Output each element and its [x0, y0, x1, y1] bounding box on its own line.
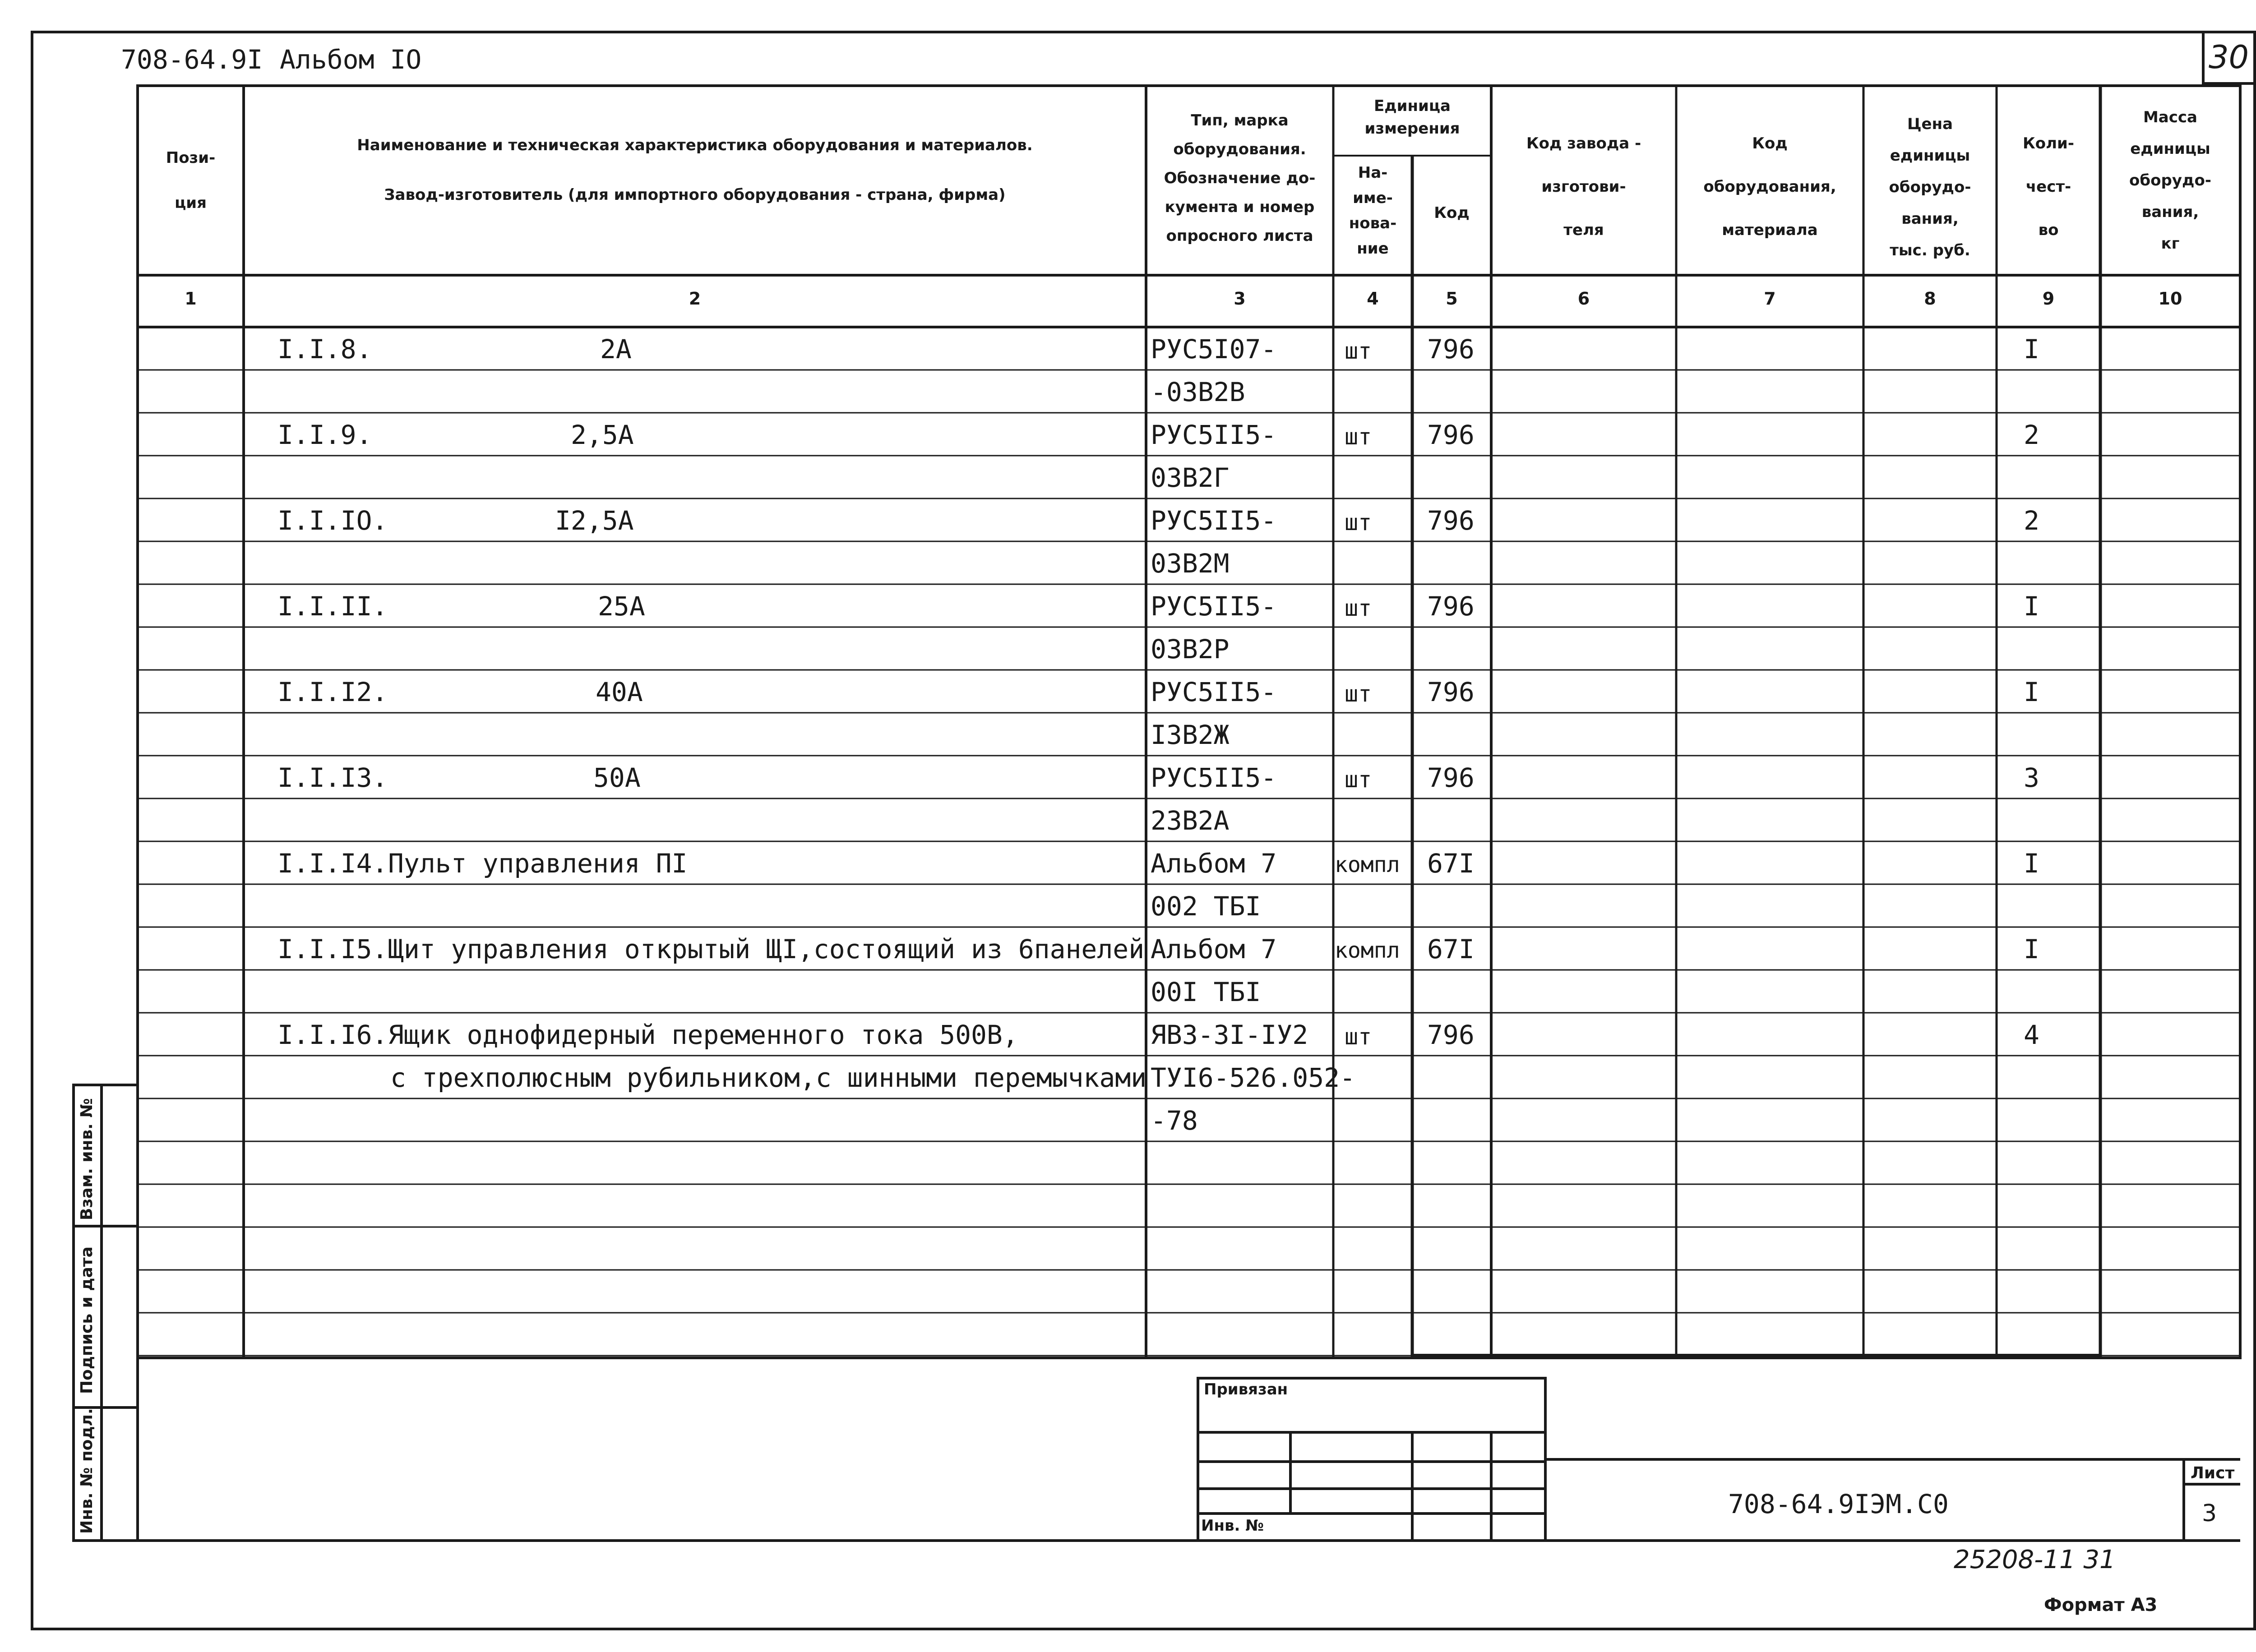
row-position: I.I.I6. [277, 1020, 388, 1050]
stamp-privyazan: Привязан [1204, 1380, 1288, 1398]
album-label: Альбом IO [280, 44, 422, 75]
row-type-line1: РУС5II5- [1151, 505, 1277, 536]
row-type-line1: РУС5I07- [1151, 334, 1277, 365]
row-quantity: 4 [2024, 1020, 2039, 1050]
archive-number: 25208-11 31 [1954, 1545, 2116, 1574]
row-position: I.I.I2. [277, 677, 388, 707]
col-number: 10 [2158, 289, 2182, 309]
side-label-inv: Инв. № подл. [78, 1408, 96, 1534]
row-quantity: I [2024, 591, 2039, 622]
row-type-line2: 00I ТБI [1151, 977, 1261, 1007]
row-quantity: 3 [2024, 762, 2039, 793]
row-position: I.I.IO. [277, 505, 388, 536]
row-name: 2A [600, 334, 632, 365]
row-type-line1: РУС5II5- [1151, 420, 1277, 450]
row-unit-name: шт [1345, 509, 1372, 535]
row-type-line1: Альбом 7 [1151, 848, 1277, 879]
row-type-line1: Альбом 7 [1151, 934, 1277, 964]
col-header-name-line1: Наименование и техническая характеристика оборудования и материалов. [357, 136, 1033, 154]
row-quantity: 2 [2024, 505, 2039, 536]
row-position: I.I.I3. [277, 762, 388, 793]
col-number: 5 [1446, 289, 1458, 309]
stamp-list-label: Лист [2191, 1464, 2235, 1482]
col-number: 3 [1234, 289, 1246, 309]
format-label: Формат А3 [2044, 1595, 2158, 1615]
page-number: 30 [2209, 39, 2249, 76]
row-unit-name: шт [1345, 424, 1372, 450]
col-header-name-line2: Завод-изготовитель (для импортного оборудования - страна, фирма) [384, 186, 1006, 204]
col-header-mass: Масса единицы оборудо- вания, кг [2129, 108, 2211, 253]
row-unit-name: компл [1335, 852, 1400, 877]
stamp-inv-no: Инв. № [1201, 1517, 1264, 1535]
col-number: 6 [1577, 289, 1590, 309]
col-number: 7 [1764, 289, 1776, 309]
col-number: 8 [1924, 289, 1936, 309]
row-quantity: I [2024, 677, 2039, 707]
row-unit-name: шт [1345, 338, 1372, 364]
row-unit-code: 67I [1427, 934, 1475, 964]
row-name: Пульт управления ПI [388, 848, 688, 879]
row-name: Щит управления открытый ЩI,состоящий из 6панелей [388, 934, 1145, 964]
row-quantity: 2 [2024, 420, 2039, 450]
col-number: 4 [1367, 289, 1379, 309]
row-type-line2: 002 ТБI [1151, 891, 1261, 922]
row-position: I.I.9. [277, 420, 372, 450]
row-type-line2: ТУI6-526.052- [1151, 1062, 1355, 1093]
row-name: 25A [598, 591, 645, 622]
row-type-line3: -78 [1151, 1105, 1198, 1136]
row-name-line2: с трехполюсным рубильником,с шинными перемычками [390, 1062, 1147, 1093]
col-header-equipment-code: Код оборудования, материала [1703, 134, 1836, 239]
row-position: I.I.II. [277, 591, 388, 622]
row-type-line1: РУС5II5- [1151, 762, 1277, 793]
row-unit-code: 796 [1427, 505, 1475, 536]
row-unit-code: 796 [1427, 334, 1475, 365]
row-type-line2: 03В2Р [1151, 634, 1230, 664]
row-unit-name: шт [1345, 595, 1372, 621]
row-quantity: I [2024, 848, 2039, 879]
row-unit-code: 796 [1427, 677, 1475, 707]
row-unit-name: шт [1345, 1024, 1372, 1050]
row-quantity: I [2024, 334, 2039, 365]
row-unit-name: шт [1345, 766, 1372, 793]
row-type-line2: -03В2В [1151, 377, 1245, 407]
row-name: Ящик однофидерный переменного тока 500В, [388, 1020, 1018, 1050]
row-unit-code: 796 [1427, 762, 1475, 793]
row-name: 2,5A [571, 420, 634, 450]
side-label-vzam: Взам. инв. № [78, 1098, 96, 1220]
doc-code: 708-64.9I [121, 44, 263, 75]
row-name: 40A [596, 677, 643, 707]
row-name: I2,5A [555, 505, 634, 536]
row-unit-code: 796 [1427, 1020, 1475, 1050]
stamp-list-value: 3 [2202, 1500, 2217, 1527]
col-header-unit-group: Единица измерения [1364, 97, 1460, 138]
row-unit-code: 67I [1427, 848, 1475, 879]
row-type-line2: 23В2А [1151, 805, 1230, 836]
row-type-line2: 03В2Г [1151, 462, 1230, 493]
row-position: I.I.8. [277, 334, 372, 365]
row-type-line1: ЯВЗ-3I-IУ2 [1151, 1020, 1308, 1050]
stamp-designation: 708-64.9IЭМ.С0 [1728, 1489, 1949, 1519]
col-header-quantity: Коли- чест- во [2023, 134, 2074, 239]
row-position: I.I.I4. [277, 848, 388, 879]
row-type-line2: 03В2М [1151, 548, 1230, 579]
row-quantity: I [2024, 934, 2039, 964]
col-header-factory-code: Код завода - изготови- теля [1526, 134, 1641, 239]
col-number: 2 [689, 289, 701, 309]
col-number: 1 [185, 289, 197, 309]
row-type-line1: РУС5II5- [1151, 677, 1277, 707]
row-unit-name: шт [1345, 681, 1372, 707]
row-type-line1: РУС5II5- [1151, 591, 1277, 622]
row-name: 50A [593, 762, 641, 793]
col-number: 9 [2042, 289, 2055, 309]
row-type-line2: I3В2Ж [1151, 720, 1230, 750]
side-label-podpis: Подпись и дата [78, 1246, 96, 1394]
row-unit-code: 796 [1427, 420, 1475, 450]
col-header-position: Пози- ция [166, 149, 216, 212]
col-header-unit-code: Код [1434, 204, 1470, 222]
row-position: I.I.I5. [277, 934, 388, 964]
col-header-type: Тип, марка оборудования. Обозначение до- кумента и номер опросного листа [1164, 111, 1316, 245]
row-unit-code: 796 [1427, 591, 1475, 622]
row-unit-name: компл [1335, 938, 1400, 963]
col-header-unit-name: На- име- нова- ние [1349, 164, 1397, 258]
col-header-price: Цена единицы оборудо- вания, тыс. руб. [1889, 115, 1971, 259]
